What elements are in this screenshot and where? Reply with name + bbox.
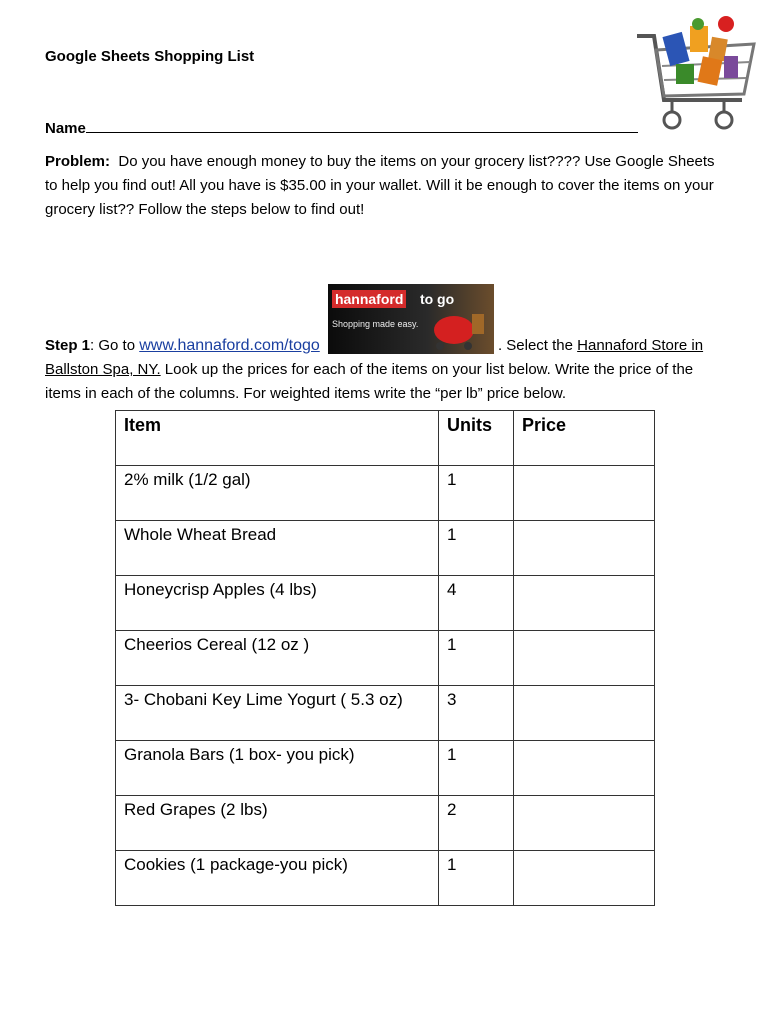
name-label: Name [45, 120, 86, 137]
item-cell: Red Grapes (2 lbs) [116, 796, 439, 851]
table-row [116, 741, 655, 796]
logo-name-text: hannaford [332, 290, 406, 308]
table-row [116, 631, 655, 686]
item-cell: Honeycrisp Apples (4 lbs) [116, 576, 439, 631]
units-cell: 1 [439, 466, 514, 521]
item-cell: Whole Wheat Bread [116, 521, 439, 576]
item-cell: Cookies (1 package-you pick) [116, 851, 439, 906]
item-cell: 2% milk (1/2 gal) [116, 466, 439, 521]
table-header-row [116, 411, 655, 466]
table-row [116, 686, 655, 741]
units-cell: 3 [439, 686, 514, 741]
name-blank[interactable] [86, 118, 638, 133]
header-item: Item [116, 411, 439, 466]
item-cell: Cheerios Cereal (12 oz ) [116, 631, 439, 686]
page-title: Google Sheets Shopping List [45, 48, 255, 65]
price-cell[interactable] [514, 576, 655, 631]
price-cell[interactable] [514, 521, 655, 576]
price-cell[interactable] [514, 796, 655, 851]
shopping-cart-icon [632, 14, 762, 138]
step-1-label: Step 1 [45, 337, 91, 354]
store-name: Hannaford Store in Ballston Spa, NY. [45, 337, 704, 378]
problem-text: Do you have enough money to buy the items on your grocery list???? Use Google Sheets to help you find out! All you have is $35.00 in your wallet. Will it be enough to cover the items on your grocery list?? Follow the steps below to find out! [45, 153, 715, 218]
tomato-cart-icon [426, 310, 486, 350]
price-cell[interactable] [514, 686, 655, 741]
table-row [116, 851, 655, 906]
name-field[interactable] [45, 118, 638, 137]
hannaford-togo-link[interactable]: www.hannaford.com/togo [139, 337, 320, 354]
price-cell[interactable] [514, 741, 655, 796]
header-units: Units [439, 411, 514, 466]
units-cell: 2 [439, 796, 514, 851]
price-cell[interactable] [514, 466, 655, 521]
units-cell: 1 [439, 851, 514, 906]
item-cell: Granola Bars (1 box- you pick) [116, 741, 439, 796]
item-cell: 3- Chobani Key Lime Yogurt ( 5.3 oz) [116, 686, 439, 741]
units-cell: 1 [439, 521, 514, 576]
step-1-go-to-text: : Go to [90, 337, 140, 354]
units-cell: 1 [439, 741, 514, 796]
logo-togo-text: to go [419, 291, 455, 307]
step-1-rest-text: Look up the prices for each of the items on your list below. Write the price of the items in each of the columns. For weighted items write the “per lb” price below. [45, 361, 694, 402]
table-row [116, 576, 655, 631]
problem-label: Problem: [45, 153, 111, 170]
shopping-list-table [115, 410, 655, 906]
units-cell: 4 [439, 576, 514, 631]
header-price: Price [514, 411, 655, 466]
hannaford-togo-logo [328, 284, 494, 354]
price-cell[interactable] [514, 851, 655, 906]
table-row [116, 466, 655, 521]
table-row [116, 796, 655, 851]
price-cell[interactable] [514, 631, 655, 686]
step-1-instructions [45, 284, 725, 406]
step-1-select-text: . Select the [497, 337, 578, 354]
logo-tagline: Shopping made easy. [331, 319, 419, 329]
units-cell: 1 [439, 631, 514, 686]
problem-statement [45, 150, 725, 222]
table-row [116, 521, 655, 576]
